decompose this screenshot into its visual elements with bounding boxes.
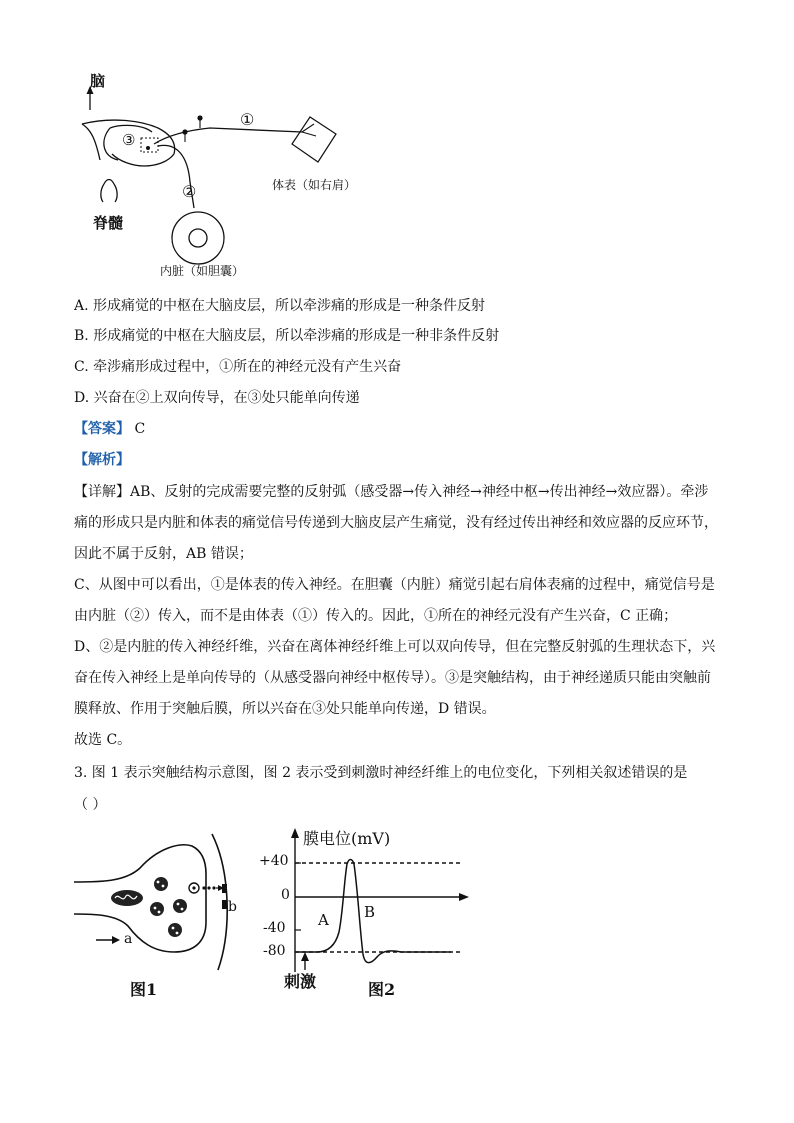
fig2-caption: 图2 xyxy=(368,980,396,999)
explanation-line: 膜释放、作用于突触后膜，所以兴奋在③处只能单向传递，D 错误。 xyxy=(74,701,496,717)
body-surface-label: 体表（如右肩） xyxy=(272,178,357,192)
option-b: B. 形成痛觉的中枢在大脑皮层，所以牵涉痛的形成是一种非条件反射 xyxy=(74,328,500,344)
fig2-tick-minus40: -40 xyxy=(263,920,286,936)
explanation-line: D、②是内脏的传入神经纤维，兴奋在离体神经纤维上可以双向传导，但在完整反射弧的生理状态下，兴 xyxy=(74,639,716,655)
explanation-line: 由内脏（②）传入，而不是由体表（①）传入的。因此，①所在的神经元没有产生兴奋，C 正确； xyxy=(74,608,678,624)
explanation-line: 故选 C。 xyxy=(74,732,132,748)
explanation-line: 【详解】AB、反射的完成需要完整的反射弧（感受器→传入神经→神经中枢→传出神经→效应器）。牵涉 xyxy=(74,484,709,500)
option-d: D. 兴奋在②上双向传导，在③处只能单向传递 xyxy=(74,390,360,406)
brain-label: 脑 xyxy=(90,72,106,90)
fig2-tick-0: 0 xyxy=(281,887,290,903)
label-3: ③ xyxy=(122,131,136,149)
question-3-blank: （ ） xyxy=(74,797,107,813)
fig2-tick-minus80: -80 xyxy=(263,943,286,959)
analysis-tag: 【解析】 xyxy=(74,452,130,468)
answer-line xyxy=(74,419,734,439)
answer-value: C xyxy=(134,421,146,437)
referred-pain-diagram xyxy=(70,62,370,282)
explanation-line: 因此不属于反射，AB 错误； xyxy=(74,546,253,562)
fig1-caption: 图1 xyxy=(130,980,158,999)
explanation-line: 奋在传入神经上是单向传导的（从感受器向神经中枢传导）。③是突触结构，由于神经递质只能由突触前 xyxy=(74,670,711,686)
fig1-label-a: a xyxy=(124,931,133,947)
option-a: A. 形成痛觉的中枢在大脑皮层，所以牵涉痛的形成是一种条件反射 xyxy=(74,298,486,314)
synapse-diagram xyxy=(70,830,250,975)
fig1-label-b: b xyxy=(228,899,237,915)
fig2-tick-plus40: +40 xyxy=(259,853,289,869)
answer-tag: 【答案】 xyxy=(74,421,130,437)
option-c: C. 牵涉痛形成过程中，①所在的神经元没有产生兴奋 xyxy=(74,359,402,375)
fig2-stimulus-label: 刺激 xyxy=(284,972,317,991)
analysis-line xyxy=(74,450,734,470)
label-1: ① xyxy=(240,110,255,129)
fig2-ylabel: 膜电位(mV) xyxy=(303,829,391,848)
organ-label: 内脏（如胆囊） xyxy=(160,264,245,278)
explanation-line: 痛的形成只是内脏和体表的痛觉信号传递到大脑皮层产生痛觉，没有经过传出神经和效应器的反应环节， xyxy=(74,515,718,531)
question-3-stem: 3. 图 1 表示突触结构示意图，图 2 表示受到刺激时神经纤维上的电位变化，下列相关叙述错误的是 xyxy=(74,765,688,781)
fig2-label-a: A xyxy=(318,911,329,929)
fig2-label-b: B xyxy=(364,903,376,921)
spine-label: 脊髓 xyxy=(93,214,124,232)
label-2: ② xyxy=(182,182,197,201)
explanation-line: C、从图中可以看出，①是体表的传入神经。在胆囊（内脏）痛觉引起右肩体表痛的过程中，痛觉信号是 xyxy=(74,577,715,593)
